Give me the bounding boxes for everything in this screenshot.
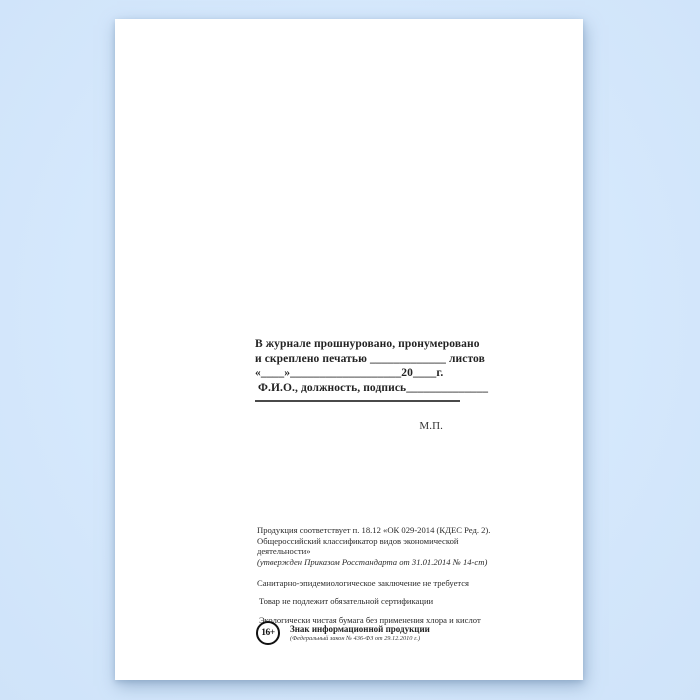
stamp-line-3: «____»___________________20____г.	[255, 367, 444, 379]
certification-note: Товар не подлежит обязательной сертификации	[259, 596, 434, 607]
binding-stamp-block	[255, 337, 489, 434]
compliance-line-1: Продукция соответствует п. 18.12 «ОК 029-2014 (КДЕС Ред. 2).	[257, 525, 491, 535]
age-mark-text	[290, 621, 430, 643]
compliance-line-3: (утвержден Приказом Росстандарта от 31.01.2014 № 14-ст)	[257, 556, 488, 567]
seal-place-abbr: М.П.	[419, 420, 443, 432]
sanitary-note: Санитарно-эпидемиологическое заключение не требуется	[257, 578, 470, 589]
journal-back-page	[115, 19, 583, 680]
age-mark-law: (Федеральный закон № 436-ФЗ от 29.12.2010 г.)	[290, 635, 421, 642]
stamp-line-1: В журнале прошнуровано, пронумеровано	[255, 338, 480, 350]
age-mark-row	[256, 621, 430, 645]
stamp-line-2: и скреплено печатью _____________ листов	[255, 352, 485, 365]
compliance-block	[257, 525, 497, 625]
age-mark-title: Знак информационной продукции	[290, 624, 430, 634]
stamp-line-4: Ф.И.О., должность, подпись______________	[258, 381, 489, 394]
compliance-line-2: Общероссийский классификатор видов экономической деятельности»	[257, 535, 459, 557]
age-rating-label: 16+	[261, 628, 275, 638]
age-rating-icon	[256, 621, 280, 645]
signature-rule	[255, 400, 460, 402]
eco-note: Экологически чистая бумага без применения хлора и кислот	[259, 614, 481, 625]
